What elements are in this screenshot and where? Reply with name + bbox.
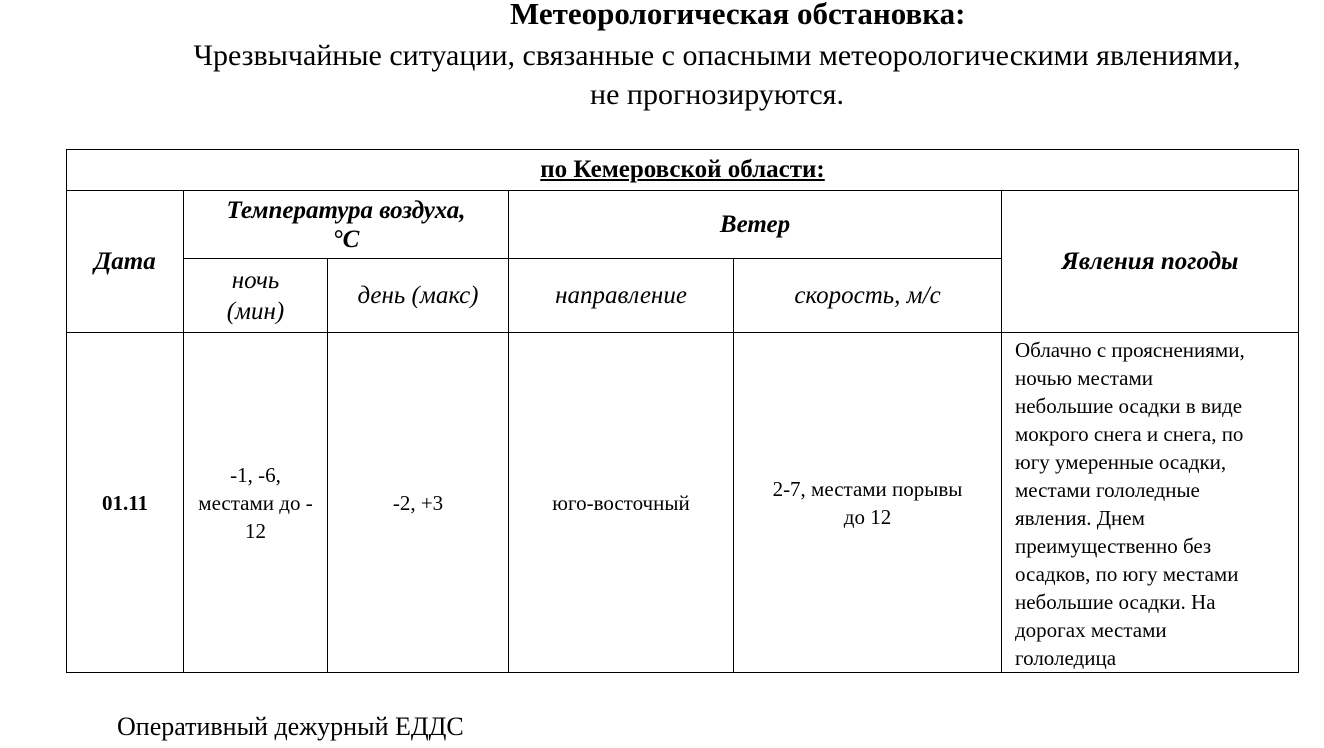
header-night-line-2: (мин) <box>226 297 285 325</box>
phenomena-line: небольшие осадки в виде <box>1015 394 1243 418</box>
phenomena-line: небольшие осадки. На <box>1015 590 1216 614</box>
footer-signature-label: Оперативный дежурный ЕДДС <box>117 712 464 741</box>
cell-wind-speed <box>734 333 1002 673</box>
forecast-summary <box>110 36 1324 114</box>
header-temperature <box>184 191 509 259</box>
phenomena-line: преимущественно без <box>1015 534 1212 558</box>
phenomena-line: дорогах местами <box>1015 618 1167 642</box>
header-night-line-1: ночь <box>231 266 280 294</box>
cell-wind-direction: юго-восточный <box>509 333 734 673</box>
cell-wind-speed-line-2: до 12 <box>843 504 892 529</box>
forecast-summary-line-2: не прогнозируются. <box>590 78 844 111</box>
cell-day-temp: -2, +3 <box>328 333 509 673</box>
header-temperature-unit: °С <box>332 225 360 253</box>
phenomena-line: мокрого снега и снега, по <box>1015 422 1244 446</box>
cell-night-temp <box>184 333 328 673</box>
header-temperature-label: Температура воздуха, <box>226 196 466 224</box>
cell-date: 01.11 <box>67 333 184 673</box>
phenomena-line: ночью местами <box>1015 366 1154 390</box>
cell-night-temp-line-2: местами до - <box>198 490 313 515</box>
weather-table <box>66 149 1299 673</box>
cell-phenomena <box>1002 333 1299 673</box>
table-row <box>67 333 1299 673</box>
header-night <box>184 259 328 333</box>
header-direction: направление <box>509 259 734 333</box>
phenomena-line: местами гололедные <box>1015 478 1200 502</box>
phenomena-line: Облачно с прояснениями, <box>1015 338 1245 362</box>
cell-night-temp-line-3: 12 <box>245 518 266 543</box>
region-title: по Кемеровской области: <box>67 150 1299 191</box>
header-date: Дата <box>67 191 184 333</box>
header-day: день (макс) <box>328 259 509 333</box>
cell-night-temp-line-1: -1, -6, <box>230 462 281 487</box>
phenomena-line: осадков, по югу местами <box>1015 562 1239 586</box>
phenomena-line: явления. Днем <box>1015 506 1145 530</box>
phenomena-line: гололедица <box>1015 646 1117 670</box>
forecast-summary-line-1: Чрезвычайные ситуации, связанные с опасными метеорологическими явлениями, <box>193 39 1241 72</box>
phenomena-line: югу умеренные осадки, <box>1015 450 1227 474</box>
header-phenomena: Явления погоды <box>1002 191 1299 333</box>
header-wind: Ветер <box>509 191 1002 259</box>
document-heading: Метеорологическая обстановка: <box>510 0 966 31</box>
cell-wind-speed-line-1: 2-7, местами порывы <box>772 476 963 501</box>
header-speed: скорость, м/с <box>734 259 1002 333</box>
